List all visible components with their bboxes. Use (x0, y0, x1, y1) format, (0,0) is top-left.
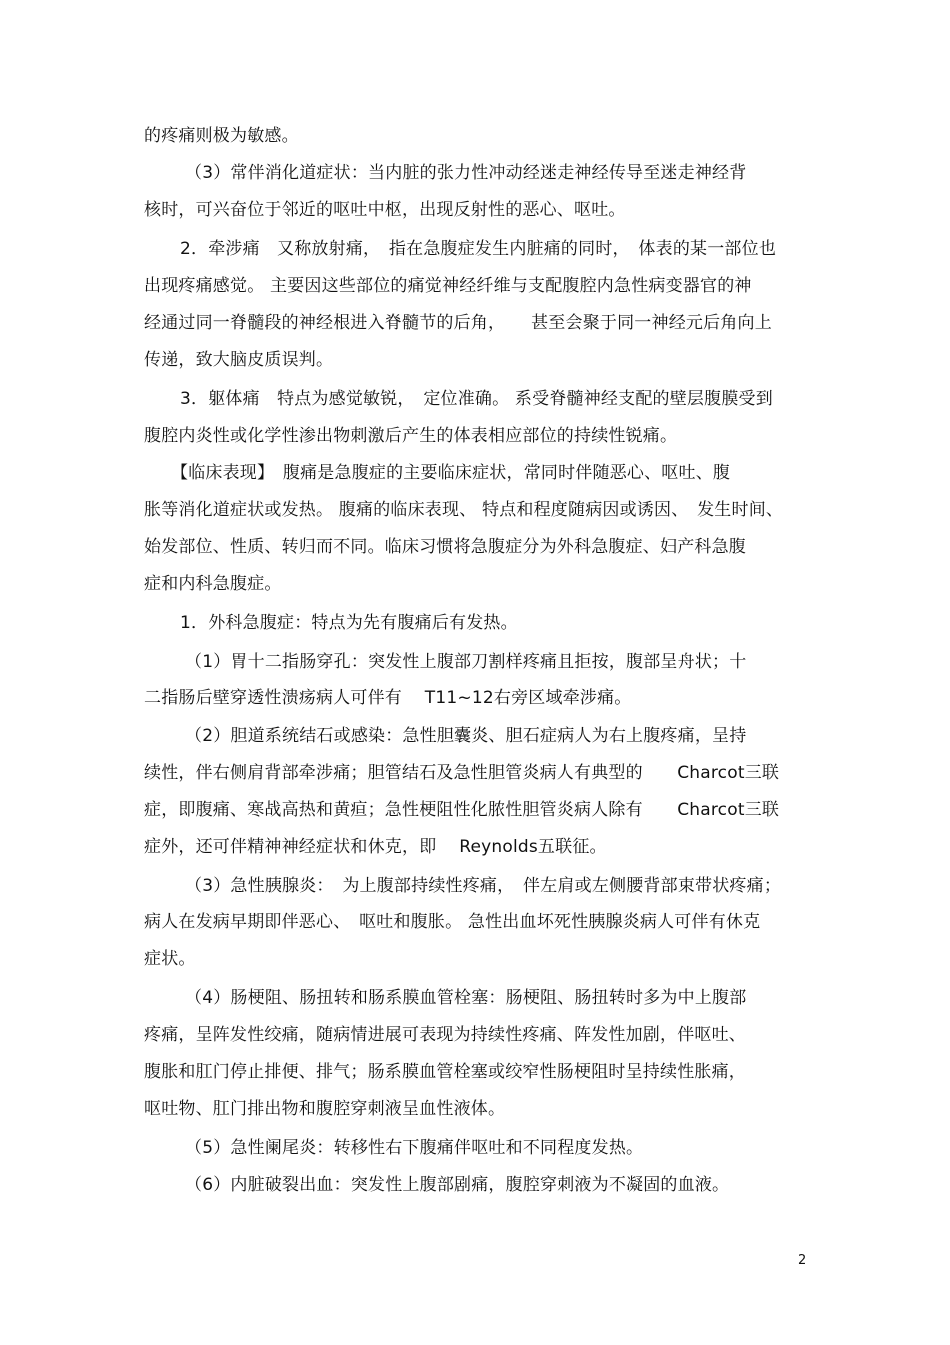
text-line: （3）急性胰腺炎： 为上腹部持续性疼痛， 伴左肩或左侧腰背部束带状疼痛； (185, 876, 782, 896)
text-line: 出现疼痛感觉。 主要因这些部位的痛觉神经纤维与支配腹腔内急性病变器官的神 (144, 276, 752, 296)
text-line: 【临床表现】 腹痛是急腹症的主要临床症状，常同时伴随恶心、呕吐、腹 (171, 463, 731, 483)
text-line: （5）急性阑尾炎：转移性右下腹痛伴呕吐和不同程度发热。 (185, 1138, 644, 1158)
text-line: 症，即腹痛、寒战高热和黄疸；急性梗阻性化脓性胆管炎病人除有 Charcot三联 (144, 800, 780, 820)
text-line: （1）胃十二指肠穿孔：突发性上腹部刀割样疼痛且拒按，腹部呈舟状；十 (185, 652, 747, 672)
text-line: 症和内科急腹症。 (144, 574, 282, 594)
text-line: （2）胆道系统结石或感染：急性胆囊炎、胆石症病人为右上腹疼痛，呈持 (185, 726, 747, 746)
text-line: 病人在发病早期即伴恶心、 呕吐和腹胀。 急性出血坏死性胰腺炎病人可伴有休克 (144, 912, 761, 932)
text-line: 腹胀和肛门停止排便、排气；肠系膜血管栓塞或绞窄性肠梗阻时呈持续性胀痛， (144, 1062, 746, 1082)
text-line: 呕吐物、肛门排出物和腹腔穿刺液呈血性液体。 (144, 1099, 506, 1119)
page-number: 2 (798, 1253, 807, 1268)
text-line: 二指肠后壁穿透性溃疡病人可伴有 T11~12右旁区域牵涉痛。 (144, 688, 632, 708)
text-line: 的疼痛则极为敏感。 (144, 126, 299, 146)
text-line: （3）常伴消化道症状：当内脏的张力性冲动经迷走神经传导至迷走神经背 (185, 163, 747, 183)
text-line: 续性，伴右侧肩背部牵涉痛；胆管结石及急性胆管炎病人有典型的 Charcot三联 (144, 763, 780, 783)
text-line: 腹腔内炎性或化学性渗出物刺激后产生的体表相应部位的持续性锐痛。 (144, 426, 678, 446)
text-line: （4）肠梗阻、肠扭转和肠系膜血管栓塞：肠梗阻、肠扭转时多为中上腹部 (185, 988, 747, 1008)
text-line: 症状。 (144, 949, 196, 969)
text-line: 始发部位、性质、转归而不同。临床习惯将急腹症分为外科急腹症、妇产科急腹 (144, 537, 746, 557)
text-line: 症外，还可伴精神神经症状和休克，即 Reynolds五联征。 (144, 837, 607, 857)
text-line: 经通过同一脊髓段的神经根进入脊髓节的后角， 甚至会聚于同一神经元后角向上 (144, 313, 772, 333)
text-line: 传递，致大脑皮质误判。 (144, 350, 334, 370)
text-line: 胀等消化道症状或发热。 腹痛的临床表现、 特点和程度随病因或诱因、 发生时间、 (144, 500, 784, 520)
text-line: （6）内脏破裂出血：突发性上腹部剧痛，腹腔穿刺液为不凝固的血液。 (185, 1175, 730, 1195)
text-line: 疼痛，呈阵发性绞痛，随病情进展可表现为持续性疼痛、阵发性加剧，伴呕吐、 (144, 1025, 746, 1045)
text-line: 1．外科急腹症：特点为先有腹痛后有发热。 (180, 613, 518, 633)
text-line: 3．躯体痛 特点为感觉敏锐， 定位准确。 系受脊髓神经支配的壁层腹膜受到 (180, 389, 773, 409)
text-line: 核时，可兴奋位于邻近的呕吐中枢，出现反射性的恶心、呕吐。 (144, 200, 626, 220)
text-line: 2．牵涉痛 又称放射痛， 指在急腹症发生内脏痛的同时， 体表的某一部位也 (180, 239, 777, 259)
